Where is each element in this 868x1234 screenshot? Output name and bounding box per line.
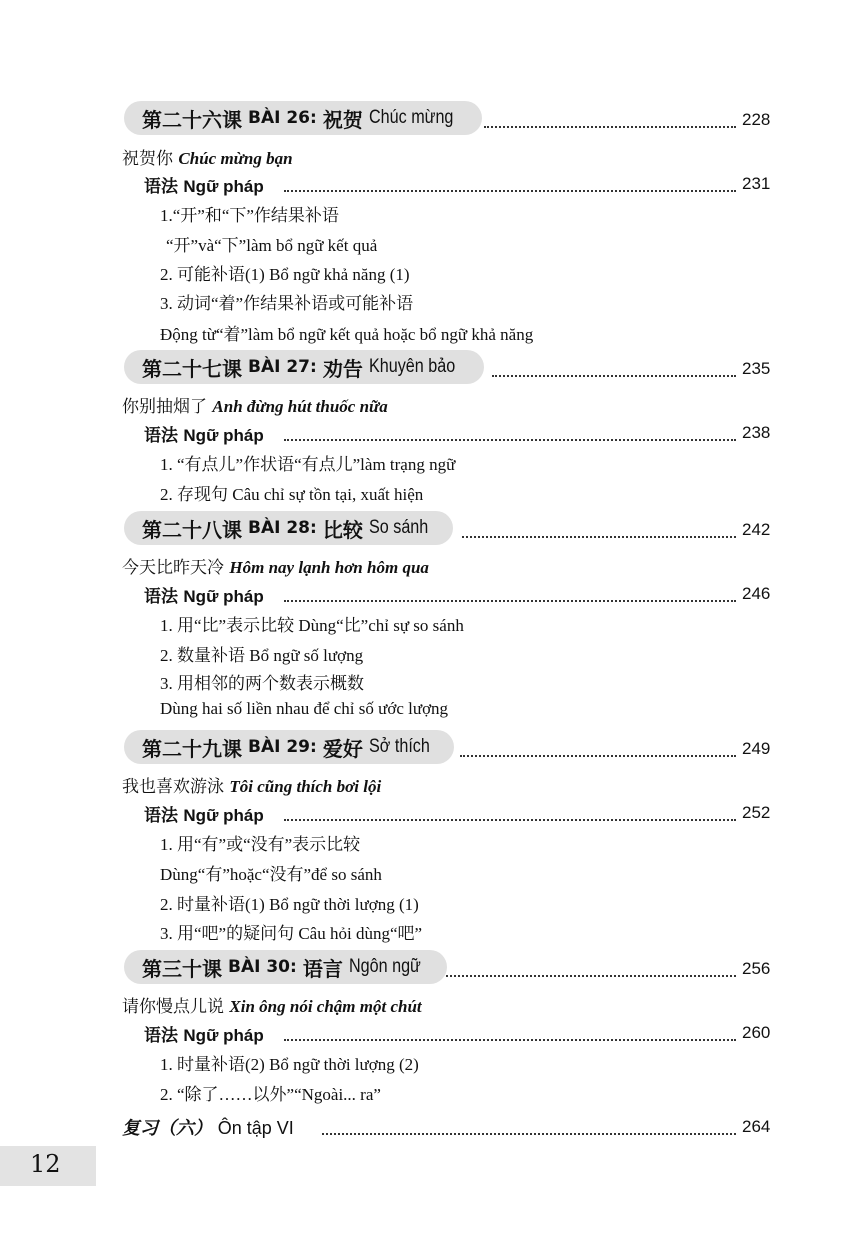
grammar-item: 2. 时量补语(1) Bổ ngữ thời lượng (1)	[160, 895, 419, 914]
grammar-heading	[144, 172, 264, 197]
lesson-title-zh: 今天比昨天冷	[122, 558, 224, 578]
lesson-27-header	[124, 350, 484, 384]
review-heading	[122, 1114, 294, 1140]
lesson-topic-vn: Chúc mừng	[368, 107, 454, 128]
grammar-page: 260	[742, 1023, 771, 1042]
lesson-page: 228	[742, 110, 771, 129]
lesson-title	[122, 392, 388, 417]
grammar-item: 2. “除了……以外”“Ngoài... ra”	[160, 1085, 381, 1104]
lesson-title-zh: 我也喜欢游泳	[122, 777, 224, 797]
lesson-number-vn: BÀI 28:	[248, 518, 317, 538]
lesson-topic-vn: Khuyên bảo	[368, 356, 456, 377]
lesson-30-header	[124, 950, 447, 984]
lesson-title-zh: 请你慢点儿说	[122, 997, 224, 1017]
lesson-title	[122, 992, 422, 1017]
leader-dots	[284, 819, 736, 821]
lesson-title-vn: Xin ông nói chậm một chút	[229, 997, 422, 1016]
lesson-title-zh: 你别抽烟了	[122, 397, 207, 417]
review-vn: Ôn tập VI	[217, 1118, 294, 1138]
grammar-item: “开”và“下”làm bổ ngữ kết quả	[166, 236, 378, 255]
grammar-zh: 语法	[144, 1026, 178, 1046]
page-number: 12	[30, 1150, 61, 1178]
leader-dots	[484, 126, 736, 128]
lesson-topic-vn: Sở thích	[368, 736, 430, 757]
leader-dots	[322, 1133, 736, 1135]
grammar-item: 1.“开”和“下”作结果补语	[160, 206, 339, 225]
lesson-title-vn: Anh đừng hút thuốc nữa	[212, 397, 388, 416]
grammar-vn: Ngữ pháp	[183, 587, 264, 606]
grammar-page: 231	[742, 174, 771, 193]
lesson-29-header	[124, 730, 454, 764]
lesson-26-header	[124, 101, 482, 135]
lesson-title	[122, 772, 381, 797]
lesson-page: 242	[742, 520, 771, 539]
leader-dots	[284, 1039, 736, 1041]
lesson-number-vn: BÀI 29:	[248, 737, 317, 757]
grammar-item: 3. 用“吧”的疑问句 Câu hỏi dùng“吧”	[160, 924, 423, 943]
grammar-heading	[144, 421, 264, 446]
grammar-heading	[144, 1021, 264, 1046]
grammar-page: 252	[742, 803, 771, 822]
leader-dots	[460, 755, 736, 757]
lesson-page: 235	[742, 359, 771, 378]
lesson-number-vn: BÀI 26:	[248, 108, 317, 128]
lesson-number-zh: 第三十课	[142, 956, 222, 981]
leader-dots	[462, 536, 736, 538]
grammar-heading	[144, 582, 264, 607]
grammar-zh: 语法	[144, 587, 178, 607]
grammar-item: 1. “有点儿”作状语“有点儿”làm trạng ngữ	[160, 455, 456, 474]
lesson-topic-zh: 爱好	[322, 736, 363, 761]
leader-dots	[446, 975, 736, 977]
grammar-item: 2. 存现句 Câu chỉ sự tồn tại, xuất hiện	[160, 485, 424, 504]
lesson-topic-zh: 祝贺	[322, 107, 363, 132]
lesson-number-vn: BÀI 30:	[228, 957, 297, 977]
leader-dots	[492, 375, 736, 377]
lesson-topic-vn: Ngôn ngữ	[348, 956, 421, 977]
grammar-zh: 语法	[144, 426, 178, 446]
leader-dots	[284, 190, 736, 192]
grammar-item: 2. 可能补语(1) Bổ ngữ khả năng (1)	[160, 265, 410, 284]
grammar-item: 3. 用相邻的两个数表示概数	[160, 674, 364, 693]
lesson-number-zh: 第二十九课	[142, 736, 242, 761]
lesson-page: 249	[742, 739, 771, 758]
lesson-topic-zh: 语言	[302, 956, 343, 981]
grammar-vn: Ngữ pháp	[183, 177, 264, 196]
lesson-topic-zh: 劝告	[322, 356, 363, 381]
review-page: 264	[742, 1117, 771, 1136]
grammar-item: 2. 数量补语 Bổ ngữ số lượng	[160, 646, 364, 665]
grammar-vn: Ngữ pháp	[183, 1026, 264, 1045]
grammar-page: 246	[742, 584, 771, 603]
lesson-number-zh: 第二十六课	[142, 107, 242, 132]
lesson-title	[122, 553, 429, 578]
grammar-zh: 语法	[144, 806, 178, 826]
lesson-title-vn: Hôm nay lạnh hơn hôm qua	[229, 558, 429, 577]
grammar-vn: Ngữ pháp	[183, 806, 264, 825]
grammar-item: Dùng hai số liền nhau để chỉ số ước lượng	[160, 699, 449, 718]
lesson-number-zh: 第二十八课	[142, 517, 242, 542]
lesson-topic-vn: So sánh	[368, 517, 429, 538]
lesson-number-zh: 第二十七课	[142, 356, 242, 381]
grammar-vn: Ngữ pháp	[183, 426, 264, 445]
leader-dots	[284, 439, 736, 441]
lesson-title-vn: Chúc mừng bạn	[178, 149, 293, 168]
lesson-number-vn: BÀI 27:	[248, 357, 317, 377]
grammar-item: 1. 用“有”或“没有”表示比较	[160, 835, 361, 854]
grammar-item: 3. 动词“着”作结果补语或可能补语	[160, 294, 414, 313]
grammar-zh: 语法	[144, 177, 178, 197]
lesson-title-vn: Tôi cũng thích bơi lội	[229, 777, 382, 796]
grammar-item: 1. 时量补语(2) Bổ ngữ thời lượng (2)	[160, 1055, 419, 1074]
grammar-page: 238	[742, 423, 771, 442]
leader-dots	[284, 600, 736, 602]
grammar-item: Dùng“有”hoặc“没有”để so sánh	[160, 865, 382, 884]
lesson-title	[122, 144, 293, 169]
review-zh: 复习（六）	[122, 1118, 212, 1139]
grammar-heading	[144, 801, 264, 826]
lesson-title-zh: 祝贺你	[122, 149, 173, 169]
lesson-28-header	[124, 511, 453, 545]
grammar-item: 1. 用“比”表示比较 Dùng“比”chỉ sự so sánh	[160, 616, 464, 635]
lesson-page: 256	[742, 959, 771, 978]
lesson-topic-zh: 比较	[322, 517, 363, 542]
grammar-item: Động từ“着”làm bổ ngữ kết quả hoặc bổ ngữ khả năng	[160, 325, 534, 344]
